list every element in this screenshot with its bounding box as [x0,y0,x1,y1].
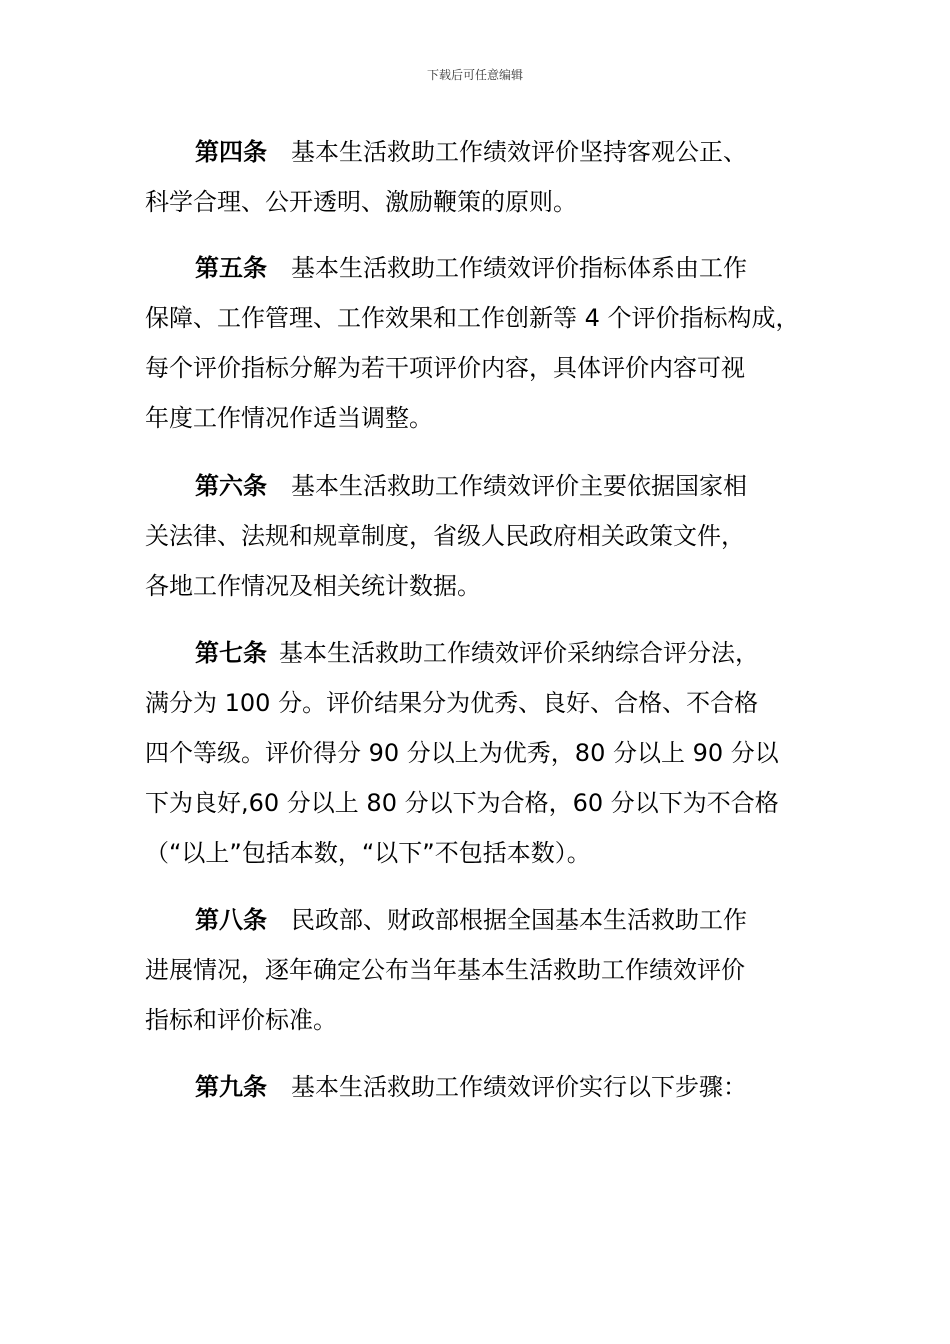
article-6-line-2 [145,521,745,551]
article-8-text-3: 指标和评价标准。 [145,1006,337,1034]
article-5-text-1: 基本生活救助工作绩效评价指标体系由工作 [291,254,747,282]
article-6-text-1: 基本生活救助工作绩效评价主要依据国家相 [291,472,747,500]
article-5-line-2 [145,303,800,333]
article-5-line-3 [145,353,745,383]
article-6-text-3: 各地工作情况及相关统计数据。 [145,572,481,600]
article-8-title: 第八条 [195,906,267,934]
article-7-text-4: 下为良好,60 分以上 80 分以下为合格，60 分以下为不合格 [145,789,779,817]
article-9-text-1: 基本生活救助工作绩效评价实行以下步骤： [291,1073,747,1101]
article-7-line-2 [145,688,758,718]
article-7-text-5: （“以上”包括本数，“以下”不包括本数）。 [145,839,591,867]
article-8-text-1: 民政部、财政部根据全国基本生活救助工作 [291,906,747,934]
article-5-line-4 [145,403,433,433]
article-7-text-3: 四个等级。评价得分 90 分以上为优秀，80 分以上 90 分以 [145,739,779,767]
article-4-line-1 [195,137,747,167]
article-4-title: 第四条 [195,138,267,166]
article-5-text-2: 保障、工作管理、工作效果和工作创新等 4 个评价指标构成， [145,304,800,332]
article-5-text-4: 年度工作情况作适当调整。 [145,404,433,432]
article-7-line-1 [195,638,759,668]
article-9-title: 第九条 [195,1073,267,1101]
article-5-title: 第五条 [195,254,267,282]
page-header: 下载后可任意编辑 [426,68,523,82]
article-8-line-2 [145,955,745,985]
article-7-line-4 [145,788,779,818]
article-5-line-1 [195,253,747,283]
article-4-text-2: 科学合理、公开透明、激励鞭策的原则。 [145,188,577,216]
article-9-line-1 [195,1072,747,1102]
article-7-line-3 [145,738,779,768]
article-8-line-3 [145,1005,337,1035]
article-8-text-2: 进展情况，逐年确定公布当年基本生活救助工作绩效评价 [145,956,745,984]
article-7-title: 第七条 [195,639,267,667]
article-4-text-1: 基本生活救助工作绩效评价坚持客观公正、 [291,138,747,166]
article-7-text-1: 基本生活救助工作绩效评价采纳综合评分法， [279,639,759,667]
article-6-title: 第六条 [195,472,267,500]
article-6-line-3 [145,571,481,601]
article-5-text-3: 每个评价指标分解为若干项评价内容，具体评价内容可视 [145,354,745,382]
article-6-line-1 [195,471,747,501]
article-8-line-1 [195,905,747,935]
article-7-text-2: 满分为 100 分。评价结果分为优秀、良好、合格、不合格 [145,689,759,717]
article-7-line-5 [145,838,591,868]
article-4-line-2 [145,187,577,217]
article-6-text-2: 关法律、法规和规章制度，省级人民政府相关政策文件， [145,522,745,550]
